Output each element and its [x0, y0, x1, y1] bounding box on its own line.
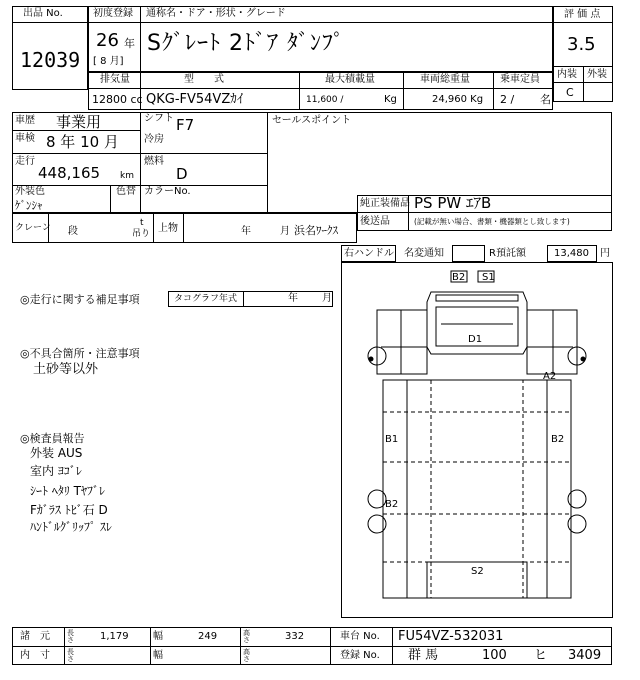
height-label: 高さ [243, 629, 250, 644]
inspection-label: 車検 [15, 133, 35, 144]
inspector-line-2: 室内 ﾖｺﾞﾚ [30, 464, 82, 478]
registration-kana: ヒ [534, 648, 548, 663]
grade-value: 3.5 [567, 34, 596, 55]
mileage-label: 走行 [15, 156, 35, 167]
inspector-line-4: Fｶﾞﾗｽ ﾄﾋﾞ石 D [30, 503, 108, 517]
capacity-label: 乗車定員 [500, 74, 540, 85]
aftermarket-label: 後送品 [360, 216, 390, 227]
damage-mark-b1: B1 [385, 434, 399, 445]
max-load-value: 11,600 / [306, 95, 344, 105]
dimensions-label: 諸 元 [20, 631, 50, 642]
color-change-label: 色替 [116, 186, 136, 197]
tachograph-label: タコグラフ年式 [174, 294, 238, 304]
year-unit: 年 [124, 37, 135, 50]
body-maker: 浜名ﾜｰｸｽ [294, 224, 338, 237]
inner-dims-label: 内 寸 [20, 650, 50, 661]
registration-class: 100 [482, 648, 507, 663]
crane-lift-unit-top: t [140, 218, 144, 228]
body-month-unit: 月 [280, 226, 290, 237]
interior-label: 内装 [557, 69, 577, 80]
inner-length-label: 長さ [67, 648, 74, 663]
exterior-label: 外装 [587, 69, 607, 80]
width-value: 249 [198, 631, 218, 642]
length-value: 1,179 [100, 631, 129, 642]
registration-label: 登録 No. [340, 650, 380, 661]
fuel-value: D [176, 165, 188, 183]
first-reg-month: [ 8 月] [93, 56, 124, 67]
width-label: 幅 [153, 631, 163, 642]
shift-label: シフト [144, 113, 174, 124]
history-label: 車歴 [15, 115, 35, 126]
model-code-label: 型 式 [184, 74, 224, 85]
color-no-label: カラーNo. [144, 186, 191, 197]
crane-stage-unit: 段 [68, 226, 78, 237]
damage-mark-b2-top: B2 [452, 272, 466, 283]
mileage-value: 448,165 [38, 164, 101, 182]
inspection-value: 8 年 10 月 [46, 133, 119, 151]
name-change-label: 名変通知 [404, 248, 444, 259]
handle-value: 右ハンドル [344, 248, 394, 259]
body-year-unit: 年 [241, 226, 251, 237]
inner-height-label: 高さ [243, 648, 250, 663]
displacement-label: 排気量 [100, 74, 130, 85]
mileage-unit: km [120, 171, 134, 181]
ac-label: 冷房 [144, 134, 164, 145]
first-reg-year: 26 [96, 30, 119, 51]
first-reg-label: 初度登録 [93, 8, 133, 19]
recycle-fee-value: 13,480 [554, 248, 589, 259]
lot-number: 12039 [20, 48, 81, 72]
inspector-line-5: ﾊﾝﾄﾞﾙｸﾞﾘｯﾌﾟ ｽﾚ [30, 520, 112, 534]
tachograph-year-unit: 年 [288, 293, 298, 304]
displacement-value: 12800 cc [92, 93, 143, 106]
damage-mark-a2: A2 [543, 371, 557, 382]
model-code-value: QKG-FV54VZｶｲ [146, 92, 244, 107]
shift-value: F7 [176, 116, 195, 134]
color-label: 外装色 [15, 186, 45, 197]
registration-number: 3409 [568, 648, 602, 663]
fuel-label: 燃料 [144, 156, 164, 167]
grade-label: 評 価 点 [564, 9, 601, 20]
truck-damage-diagram [341, 262, 613, 618]
lot-label: 出品 No. [23, 8, 63, 19]
registration-region: 群 馬 [408, 648, 439, 663]
max-load-label: 最大積載量 [325, 74, 375, 85]
recycle-fee-unit: 円 [600, 248, 610, 259]
height-value: 332 [285, 631, 305, 642]
mileage-recorded-label: R預託額 [489, 248, 526, 259]
history-value: 事業用 [56, 113, 102, 131]
defects-text: 土砂等以外 [33, 362, 99, 377]
chassis-value: FU54VZ-532031 [398, 629, 504, 644]
inner-width-label: 幅 [153, 650, 163, 661]
damage-mark-d1: D1 [468, 334, 483, 345]
damage-mark-b2-left: B2 [385, 499, 399, 510]
tachograph-month-unit: 月 [322, 293, 332, 304]
defects-label: ◎不具合箇所・注意事項 [20, 347, 140, 360]
standard-equipment-label: 純正装備品 [360, 198, 410, 209]
crane-lift-unit-bottom: 吊り [132, 229, 151, 239]
interior-grade: C [566, 86, 574, 99]
body-label: 上物 [158, 223, 178, 234]
gross-weight-label: 車両総重量 [420, 74, 470, 85]
max-load-unit: Kg [384, 94, 397, 105]
crane-label: クレーン [15, 223, 51, 233]
color-value: ｹﾞﾝｼｬ [15, 199, 43, 212]
damage-mark-s1: S1 [482, 272, 495, 283]
damage-mark-s2: S2 [471, 566, 484, 577]
aftermarket-note: (記載が無い場合、書類・機器類とし致します) [414, 217, 570, 226]
inspector-line-1: 外装 AUS [30, 446, 83, 460]
name-change-box [452, 245, 485, 262]
sales-point-label: セールスポイント [272, 115, 352, 126]
capacity-unit: 名 [540, 93, 551, 106]
model-name-label: 通称名・ドア・形状・グレード [146, 8, 286, 19]
inspector-line-3: ｼｰﾄ ﾍﾀﾘ Tﾔﾌﾞﾚ [30, 484, 105, 498]
chassis-label: 車台 No. [340, 631, 380, 642]
length-label: 長さ [67, 629, 74, 644]
driving-remarks-label: ◎走行に関する補足事項 [20, 293, 140, 306]
standard-equipment-value: PS PW ｴｱB [414, 194, 492, 212]
capacity-value: 2 / [500, 93, 515, 106]
model-name: Sｸﾞﾚｰﾄ 2ﾄﾞｱ ﾀﾞﾝﾌﾟ [147, 31, 345, 56]
inspector-label: ◎検査員報告 [20, 432, 85, 445]
damage-mark-b2-right: B2 [551, 434, 565, 445]
gross-weight-value: 24,960 Kg [432, 94, 484, 105]
